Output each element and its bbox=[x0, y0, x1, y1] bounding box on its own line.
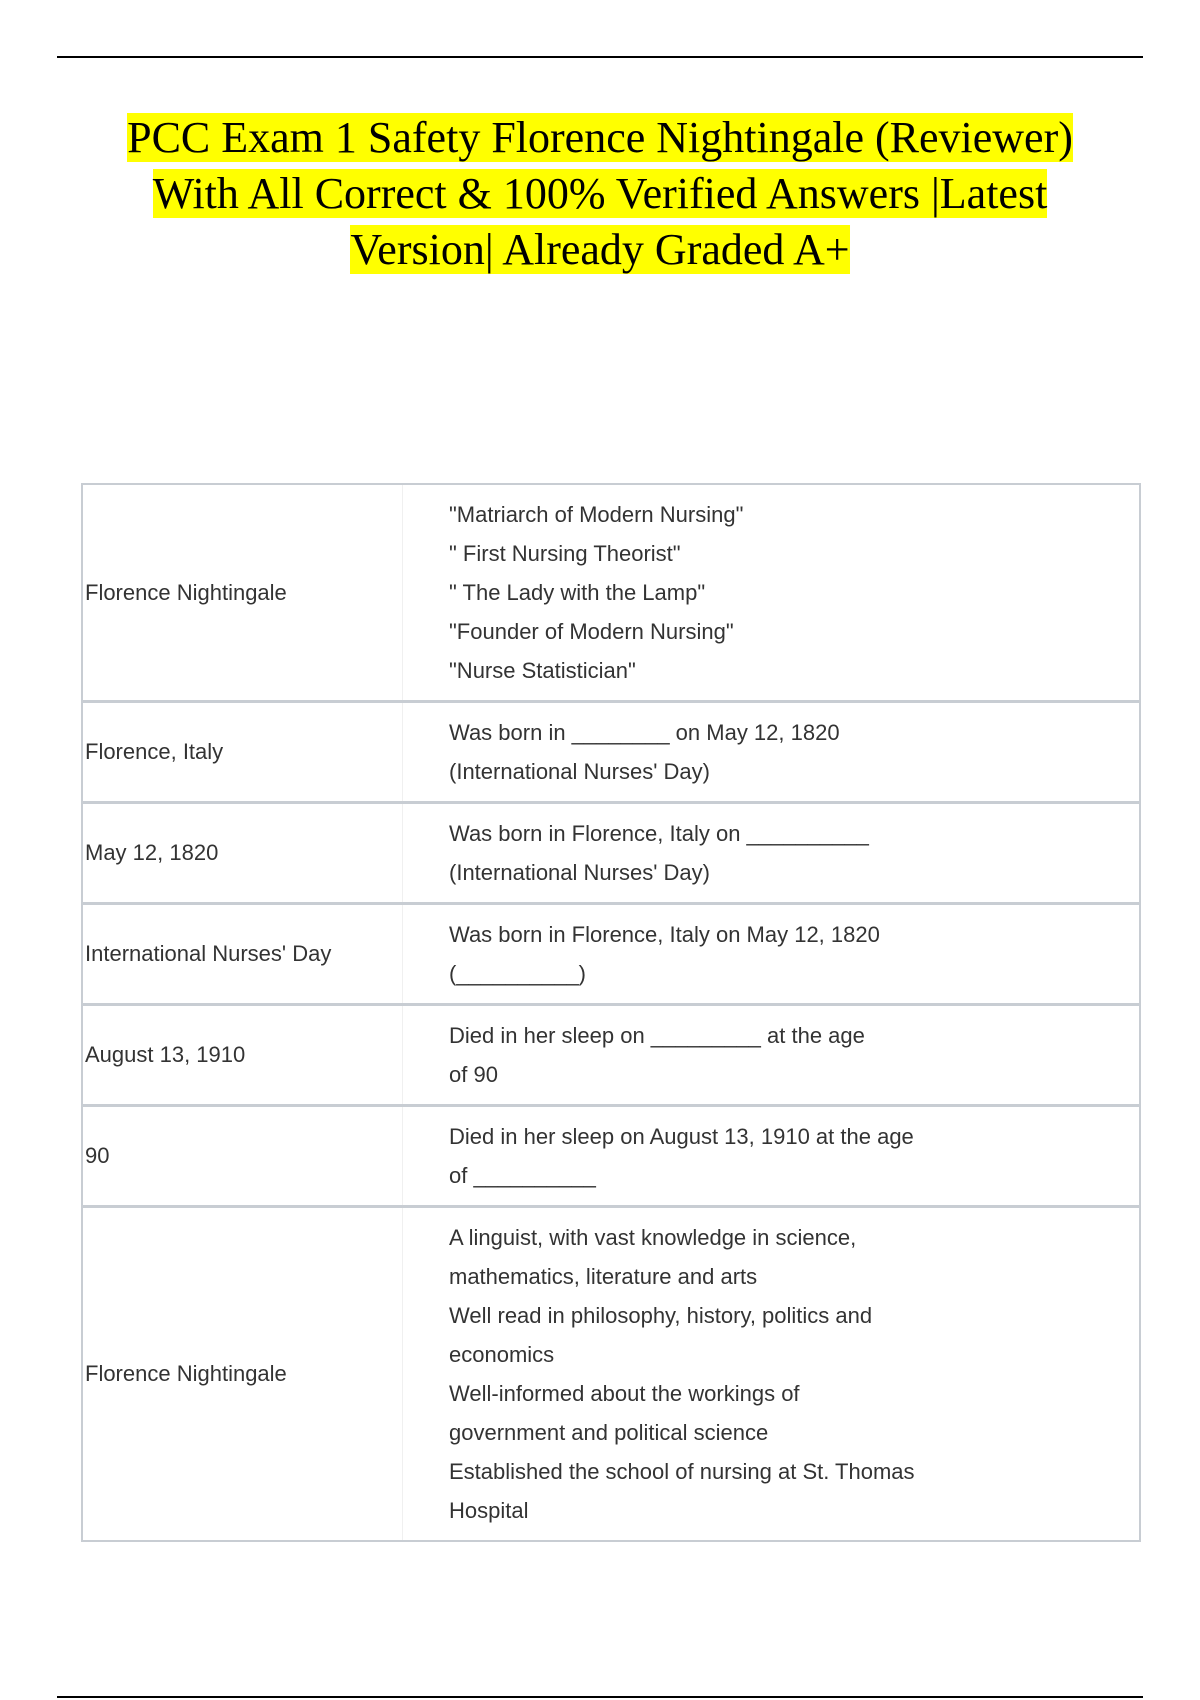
definition-cell bbox=[403, 1106, 1141, 1207]
definition-line: "Matriarch of Modern Nursing" bbox=[449, 502, 744, 527]
definition-line: " First Nursing Theorist" bbox=[449, 541, 681, 566]
term-cell: August 13, 1910 bbox=[82, 1005, 403, 1106]
definition-line: "Nurse Statistician" bbox=[449, 658, 636, 683]
definition-line: government and political science bbox=[449, 1420, 769, 1445]
definition-line: A linguist, with vast knowledge in science, bbox=[449, 1225, 857, 1250]
definition-cell bbox=[403, 1005, 1141, 1106]
term-cell: 90 bbox=[82, 1106, 403, 1207]
title-line: With All Correct & 100% Verified Answers |Latest bbox=[152, 169, 1048, 218]
table-row bbox=[82, 1005, 1140, 1106]
definition-cell bbox=[403, 702, 1141, 803]
definition-line: Well read in philosophy, history, politics and bbox=[449, 1303, 873, 1328]
definition-line: (International Nurses' Day) bbox=[449, 759, 710, 784]
definition-line: "Founder of Modern Nursing" bbox=[449, 619, 734, 644]
top-rule bbox=[57, 56, 1143, 58]
definition-line: mathematics, literature and arts bbox=[449, 1264, 758, 1289]
definition-cell bbox=[403, 484, 1141, 702]
definition-line: of __________ bbox=[449, 1163, 596, 1188]
bottom-rule bbox=[57, 1696, 1143, 1698]
definition-line: Hospital bbox=[449, 1498, 529, 1523]
table-row bbox=[82, 1106, 1140, 1207]
term-cell: May 12, 1820 bbox=[82, 803, 403, 904]
definition-cell bbox=[403, 1207, 1141, 1542]
definition-line: Was born in Florence, Italy on __________ bbox=[449, 821, 869, 846]
qa-table bbox=[81, 483, 1141, 1542]
definition-cell bbox=[403, 803, 1141, 904]
term-cell: Florence, Italy bbox=[82, 702, 403, 803]
title-line: Version| Already Graded A+ bbox=[350, 225, 850, 274]
table-row bbox=[82, 1207, 1140, 1542]
table-row bbox=[82, 702, 1140, 803]
definition-line: economics bbox=[449, 1342, 555, 1367]
title-line: PCC Exam 1 Safety Florence Nightingale (Reviewer) bbox=[127, 113, 1073, 162]
definition-line: of 90 bbox=[449, 1062, 498, 1087]
definition-line: Was born in Florence, Italy on May 12, 1820 bbox=[449, 922, 880, 947]
definition-line: " The Lady with the Lamp" bbox=[449, 580, 706, 605]
definition-line: Died in her sleep on _________ at the age bbox=[449, 1023, 865, 1048]
term-cell: International Nurses' Day bbox=[82, 904, 403, 1005]
table-row bbox=[82, 904, 1140, 1005]
definition-line: (International Nurses' Day) bbox=[449, 860, 710, 885]
definition-line: Well-informed about the workings of bbox=[449, 1381, 800, 1406]
term-cell: Florence Nightingale bbox=[82, 1207, 403, 1542]
table-row bbox=[82, 484, 1140, 702]
definition-cell bbox=[403, 904, 1141, 1005]
definition-line: Established the school of nursing at St. Thomas bbox=[449, 1459, 915, 1484]
table-row bbox=[82, 803, 1140, 904]
page-title bbox=[60, 110, 1140, 278]
definition-line: (__________) bbox=[449, 961, 587, 986]
definition-line: Was born in ________ on May 12, 1820 bbox=[449, 720, 840, 745]
definition-line: Died in her sleep on August 13, 1910 at the age bbox=[449, 1124, 914, 1149]
term-cell: Florence Nightingale bbox=[82, 484, 403, 702]
